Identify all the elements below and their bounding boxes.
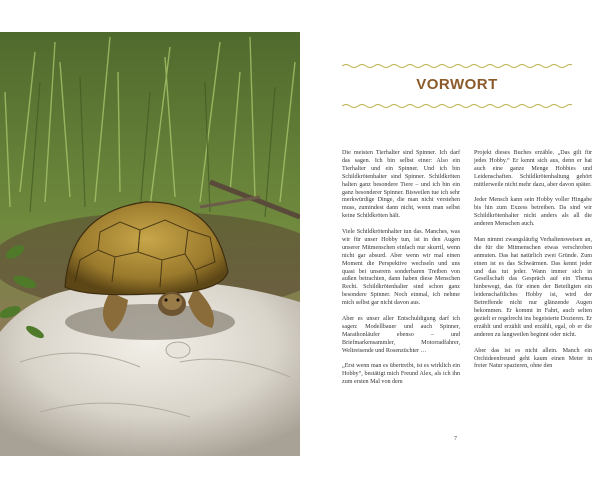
paragraph: Jeder Mensch kann sein Hobby voller Hingabe bis hin zum Exzess betreiben. Da sind wir Schildkrötenhalter nicht anders als all die anderen Menschen auch. [474, 197, 592, 228]
paragraph: „Erst wenn man es übertreibt, ist es wirklich ein Hobby“, bestätigt mich Freund Alex, als ich ihn zum ersten Mal von dem [342, 363, 460, 386]
paragraph: Aber das ist es nicht allein. Manch ein Orchideenfreund geht kaum einen Meter in freier Natur spazieren, ohne den [474, 347, 592, 370]
tortoise-photo [0, 32, 300, 456]
paragraph: Projekt dieses Buches erzähle. „Das gilt für jedes Hobby.“ Er kennt sich aus, denn er hat auch eine ganze Menge Hobbies und Leidenschaften. Schildkrötenhaltung gehört mittlerweile nicht mehr dazu, aber davon später. [474, 150, 592, 188]
body-text [342, 150, 592, 420]
text-column-right [474, 150, 592, 379]
page-title: VORWORT [416, 76, 498, 93]
decorative-rule-top [342, 63, 572, 69]
paragraph: Aber es unser aller Entschuldigung darf ich sagen: Modellbauer und auch Spinner, Marathonläufer ebenso – und Briefmarkensammler, Motorradfahrer, Weltreisende und Rosenzüchter … [342, 316, 460, 354]
text-column-left [342, 150, 460, 395]
text-page [300, 0, 600, 486]
paragraph: Man nimmt zwangsläufig Verhaltensweisen an, die für die Mitmenschen etwas verschroben anmuten. Das hat natürlich zwei Gründe. Zum einen ist es das Schwärmen. Das kennt jeder und das tut jeder. Wann immer sich in Gesellschaft das Gespräch auf ein Thema hinbewegt, das für einen der Beteiligten ein leidenschaftliches Hobby ist, wird der Betreffende nicht nur glänzende Augen bekommen. Er kommt in Fahrt, auch selten gezielt er regelrecht ins begeisterte Dozieren. Er erzählt und erzählt und erzählt, egal, ob er die anderen zu langweilen beginnt oder nicht. [474, 236, 592, 338]
decorative-rule-bottom [342, 103, 572, 109]
paragraph: Die meisten Tierhalter sind Spinner. Ich darf das sagen. Ich bin selbst einer: Also ein Tierhalter und ein Spinner. Und ich bin Schildkrötenhalter sind Spinner. Schildkröten halten ganz besondere Tiere – und ich bin ein ganz besonderer Spinner. Bisweilen tue ich sehr merkwürdige Dinge, die man nicht verstehen muss, zumindest dann nicht, wenn man selbst keine Schildkröten hält. [342, 150, 460, 220]
paragraph: Viele Schildkrötenhalter tun das. Manches, was wir für unser Hobby tun, ist in den Augen unserer Mitmenschen einfach nur skurril, wenn nicht gar absurd. Aber wenn wir mal einen Moment die Perspektive wechseln und uns quasi bei unserem sonderbaren Treiben von außen betrachten, dann haben diese Menschen Recht. Schildkrötenhalter sind schon ganz besondere Spinner. Noch einmal, ich nehme mich selbst gar nicht davon aus. [342, 229, 460, 307]
page-number: 7 [454, 436, 457, 442]
